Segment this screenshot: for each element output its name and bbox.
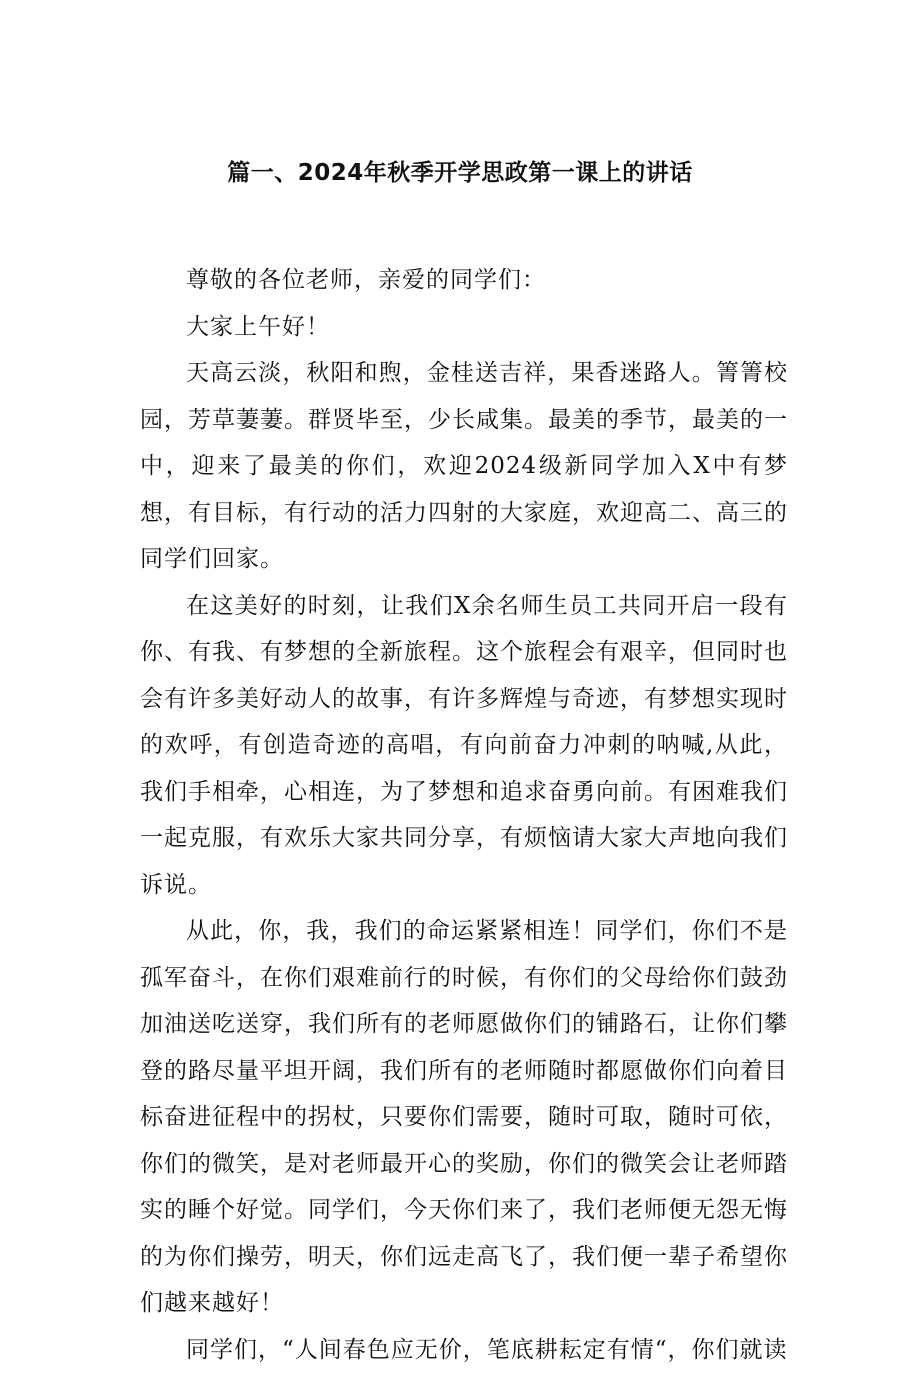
document-body xyxy=(140,257,788,1373)
paragraph-welcome: 天高云淡，秋阳和煦，金桂送吉祥，果香迷路人。箐箐校园，芳草萋萋。群贤毕至，少长咸集。最美的季节，最美的一中，迎来了最美的你们，欢迎2024级新同学加入X中有梦想，有目标，有行动的活力四射的大家庭，欢迎高二、高三的同学们回家。 xyxy=(140,350,788,583)
document-title: 篇一、2024年秋季开学思政第一课上的讲话 xyxy=(0,156,920,190)
paragraph-quote: 同学们，“人间春色应无价，笔底耕耘定有情“，你们就读 xyxy=(140,1327,788,1373)
paragraph-greeting: 大家上午好！ xyxy=(140,304,788,351)
paragraph-salutation: 尊敬的各位老师，亲爱的同学们： xyxy=(140,257,788,304)
paragraph-together: 从此，你，我，我们的命运紧紧相连！同学们，你们不是孤军奋斗，在你们艰难前行的时候，有你们的父母给你们鼓劲加油送吃送穿，我们所有的老师愿做你们的铺路石，让你们攀登的路尽量平坦开阔，我们所有的老师随时都愿做你们向着目标奋进征程中的拐杖，只要你们需要，随时可取，随时可依，你们的微笑，是对老师最开心的奖励，你们的微笑会让老师踏实的睡个好觉。同学们，今天你们来了，我们老师便无怨无悔的为你们操劳，明天，你们远走高飞了，我们便一辈子希望你们越来越好！ xyxy=(140,908,788,1327)
paragraph-journey: 在这美好的时刻，让我们X余名师生员工共同开启一段有你、有我、有梦想的全新旅程。这个旅程会有艰辛，但同时也会有许多美好动人的故事，有许多辉煌与奇迹，有梦想实现时的欢呼，有创造奇迹的高唱，有向前奋力冲刺的呐喊,从此，我们手相牵，心相连，为了梦想和追求奋勇向前。有困难我们一起克服，有欢乐大家共同分享，有烦恼请大家大声地向我们诉说。 xyxy=(140,583,788,909)
